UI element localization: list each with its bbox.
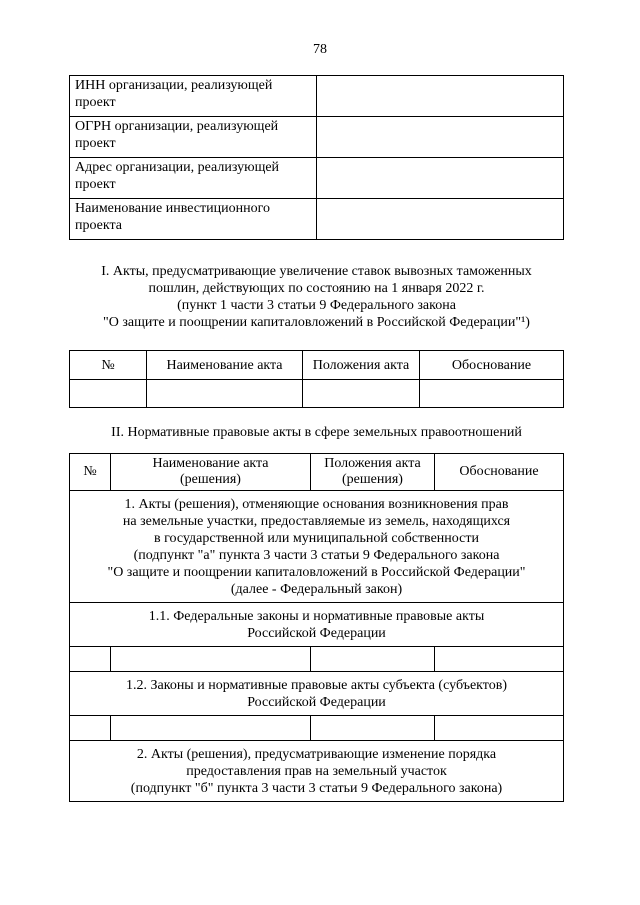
cell-empty[interactable] (111, 647, 311, 672)
table-header-row (70, 454, 564, 491)
cell-empty[interactable] (70, 647, 111, 672)
land-acts-table (69, 453, 564, 802)
col-justification: Обоснование (420, 351, 564, 380)
project-info-table (69, 75, 564, 240)
cell-empty[interactable] (303, 380, 420, 408)
col-act-name: Наименование акта (решения) (111, 454, 311, 491)
group1-title: 1. Акты (решения), отменяющие основания возникновения прав на земельные участки, предоставляемые из земель, находящихся в государственной или муниципальной собственности (подпункт "а" пункта 3 части 3 статьи 9 Федерального закона "О защите и поощрении капиталовложений в Российской Федерации" (далее - Федеральный закон) (70, 491, 564, 603)
section1-heading-line: пошлин, действующих по состоянию на 1 января 2022 г. (148, 281, 485, 296)
address-label: Адрес организации, реализующей проект (70, 158, 317, 199)
col-number: № (70, 351, 147, 380)
col-act-name: Наименование акта (147, 351, 303, 380)
table-row (70, 76, 564, 117)
table-row (70, 672, 564, 716)
table-row (70, 199, 564, 240)
page-number: 78 (313, 42, 327, 57)
table-row (70, 741, 564, 802)
cell-empty[interactable] (70, 380, 147, 408)
section2-heading: II. Нормативные правовые акты в сфере земельных правоотношений (111, 425, 522, 440)
cell-empty[interactable] (111, 716, 311, 741)
ogrn-value[interactable] (317, 117, 564, 158)
ogrn-label: ОГРН организации, реализующей проект (70, 117, 317, 158)
subgroup-1-1-title: 1.1. Федеральные законы и нормативные правовые акты Российской Федерации (70, 603, 564, 647)
col-act-provisions: Положения акта (решения) (311, 454, 435, 491)
table-row (70, 158, 564, 199)
table-row (70, 603, 564, 647)
section1-heading-line: I. Акты, предусматривающие увеличение ставок вывозных таможенных (101, 264, 532, 279)
inn-label: ИНН организации, реализующей проект (70, 76, 317, 117)
section1-heading-line: (пункт 1 части 3 статьи 9 Федерального закона (177, 298, 456, 313)
cell-empty[interactable] (147, 380, 303, 408)
address-value[interactable] (317, 158, 564, 199)
col-act-provisions: Положения акта (303, 351, 420, 380)
table-row (70, 647, 564, 672)
inn-value[interactable] (317, 76, 564, 117)
col-number: № (70, 454, 111, 491)
table-row (70, 716, 564, 741)
cell-empty[interactable] (311, 647, 435, 672)
group2-title: 2. Акты (решения), предусматривающие изменение порядка предоставления прав на земельный участок (подпункт "б" пункта 3 части 3 статьи 9 Федерального закона) (70, 741, 564, 802)
cell-empty[interactable] (311, 716, 435, 741)
cell-empty[interactable] (435, 716, 564, 741)
table-row (70, 380, 564, 408)
cell-empty[interactable] (435, 647, 564, 672)
table-row (70, 117, 564, 158)
subgroup-1-2-title: 1.2. Законы и нормативные правовые акты субъекта (субъектов) Российской Федерации (70, 672, 564, 716)
table-row (70, 491, 564, 603)
table-header-row (70, 351, 564, 380)
section1-heading-line: "О защите и поощрении капиталовложений в Российской Федерации"¹) (103, 315, 530, 330)
project-name-label: Наименование инвестиционного проекта (70, 199, 317, 240)
cell-empty[interactable] (420, 380, 564, 408)
project-name-value[interactable] (317, 199, 564, 240)
customs-acts-table (69, 350, 564, 408)
section1-heading (69, 263, 564, 331)
col-justification: Обоснование (435, 454, 564, 491)
cell-empty[interactable] (70, 716, 111, 741)
